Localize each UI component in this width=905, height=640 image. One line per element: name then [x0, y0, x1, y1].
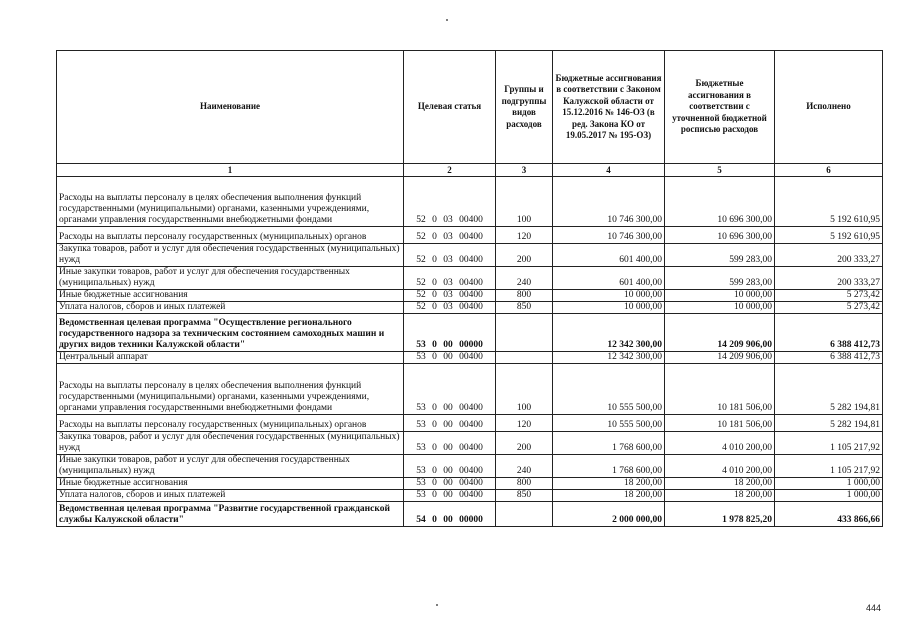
column-number: 6: [775, 164, 883, 177]
row-target-code: 52 0 03 00400: [404, 244, 496, 267]
table-row: [57, 267, 883, 290]
row-expense-group: 200: [496, 432, 553, 455]
row-target-code: 52 0 03 00400: [404, 290, 496, 302]
row-refined-allocation: 599 283,00: [665, 244, 775, 267]
row-name: Центральный аппарат: [57, 352, 404, 364]
row-expense-group: 120: [496, 227, 553, 244]
row-expense-group: [496, 314, 553, 352]
table-row: [57, 227, 883, 244]
row-executed: 5 282 194,81: [775, 415, 883, 432]
row-target-code: 53 0 00 00000: [404, 314, 496, 352]
row-executed: 5 273,42: [775, 302, 883, 314]
row-expense-group: [496, 502, 553, 527]
row-executed: 6 388 412,73: [775, 352, 883, 364]
row-executed: 200 333,27: [775, 267, 883, 290]
row-executed: 5 282 194,81: [775, 364, 883, 415]
row-refined-allocation: 18 200,00: [665, 490, 775, 502]
table-row: [57, 415, 883, 432]
row-executed: 433 866,66: [775, 502, 883, 527]
row-law-allocation: 12 342 300,00: [553, 352, 665, 364]
row-law-allocation: 2 000 000,00: [553, 502, 665, 527]
row-name: Иные закупки товаров, работ и услуг для обеспечения государственных (муниципальных) нужд: [57, 455, 404, 478]
row-target-code: 53 0 00 00400: [404, 432, 496, 455]
row-law-allocation: 10 000,00: [553, 290, 665, 302]
row-refined-allocation: 10 696 300,00: [665, 227, 775, 244]
column-number-row: [57, 164, 883, 177]
row-expense-group: 850: [496, 302, 553, 314]
row-refined-allocation: 10 181 506,00: [665, 364, 775, 415]
row-refined-allocation: 10 696 300,00: [665, 177, 775, 227]
row-expense-group: 800: [496, 478, 553, 490]
row-executed: 200 333,27: [775, 244, 883, 267]
row-refined-allocation: 10 181 506,00: [665, 415, 775, 432]
row-law-allocation: 1 768 600,00: [553, 432, 665, 455]
budget-table: [56, 50, 883, 527]
row-name: Расходы на выплаты персоналу государственных (муниципальных) органов: [57, 227, 404, 244]
row-expense-group: 800: [496, 290, 553, 302]
row-law-allocation: 601 400,00: [553, 267, 665, 290]
row-name: Закупка товаров, работ и услуг для обеспечения государственных (муниципальных) нужд: [57, 432, 404, 455]
header-group: Группы и подгруппы видов расходов: [496, 51, 553, 164]
table-row: [57, 177, 883, 227]
table-row: [57, 478, 883, 490]
header-refined-allocation: Бюджетные ассигнования в соответствии с уточненной бюджетной росписью расходов: [665, 51, 775, 164]
row-executed: 1 105 217,92: [775, 455, 883, 478]
table-row: [57, 352, 883, 364]
row-name: Расходы на выплаты персоналу государственных (муниципальных) органов: [57, 415, 404, 432]
row-name: Иные закупки товаров, работ и услуг для обеспечения государственных (муниципальных) нужд: [57, 267, 404, 290]
scan-speck-bottom: [436, 604, 438, 606]
row-target-code: 53 0 00 00400: [404, 415, 496, 432]
row-refined-allocation: 10 000,00: [665, 302, 775, 314]
row-target-code: 53 0 00 00400: [404, 455, 496, 478]
row-law-allocation: 18 200,00: [553, 490, 665, 502]
row-executed: 1 000,00: [775, 490, 883, 502]
row-name: Уплата налогов, сборов и иных платежей: [57, 490, 404, 502]
row-target-code: 53 0 00 00400: [404, 364, 496, 415]
page-number: 444: [865, 603, 881, 613]
row-target-code: 54 0 00 00000: [404, 502, 496, 527]
row-refined-allocation: 1 978 825,20: [665, 502, 775, 527]
row-expense-group: 100: [496, 177, 553, 227]
table-row: [57, 290, 883, 302]
row-executed: 5 192 610,95: [775, 177, 883, 227]
table-row: [57, 314, 883, 352]
row-name: Ведомственная целевая программа "Развитие государственной гражданской службы Калужской области": [57, 502, 404, 527]
row-law-allocation: 601 400,00: [553, 244, 665, 267]
row-target-code: 53 0 00 00400: [404, 352, 496, 364]
row-law-allocation: 10 746 300,00: [553, 177, 665, 227]
row-target-code: 53 0 00 00400: [404, 478, 496, 490]
row-law-allocation: 12 342 300,00: [553, 314, 665, 352]
column-number: 2: [404, 164, 496, 177]
scan-speck-top: [446, 19, 448, 21]
header-code: Целевая статья: [404, 51, 496, 164]
row-target-code: 52 0 03 00400: [404, 177, 496, 227]
row-executed: 1 000,00: [775, 478, 883, 490]
table-row: [57, 364, 883, 415]
row-executed: 5 192 610,95: [775, 227, 883, 244]
row-name: Расходы на выплаты персоналу в целях обеспечения выполнения функций государственными (муниципальными) органами, казенными учреждениями, органами управления государственными внебюджетными фондами: [57, 177, 404, 227]
table-row: [57, 302, 883, 314]
row-law-allocation: 10 000,00: [553, 302, 665, 314]
row-executed: 5 273,42: [775, 290, 883, 302]
table-row: [57, 432, 883, 455]
table-body: [57, 177, 883, 527]
row-expense-group: 120: [496, 415, 553, 432]
row-law-allocation: 10 555 500,00: [553, 364, 665, 415]
row-law-allocation: 10 746 300,00: [553, 227, 665, 244]
row-target-code: 52 0 03 00400: [404, 227, 496, 244]
row-name: Уплата налогов, сборов и иных платежей: [57, 302, 404, 314]
row-refined-allocation: 10 000,00: [665, 290, 775, 302]
row-name: Иные бюджетные ассигнования: [57, 290, 404, 302]
table-row: [57, 502, 883, 527]
row-name: Закупка товаров, работ и услуг для обеспечения государственных (муниципальных) нужд: [57, 244, 404, 267]
table-header-row: [57, 51, 883, 164]
row-expense-group: 240: [496, 455, 553, 478]
table-row: [57, 244, 883, 267]
row-target-code: 53 0 00 00400: [404, 490, 496, 502]
row-refined-allocation: 18 200,00: [665, 478, 775, 490]
row-name: Ведомственная целевая программа "Осуществление регионального государственного надзора за техническим состоянием самоходных машин и других видов техники Калужской области": [57, 314, 404, 352]
column-number: 5: [665, 164, 775, 177]
row-law-allocation: 1 768 600,00: [553, 455, 665, 478]
row-expense-group: 100: [496, 364, 553, 415]
row-expense-group: 240: [496, 267, 553, 290]
column-number: 4: [553, 164, 665, 177]
column-number: 3: [496, 164, 553, 177]
header-law-allocation: Бюджетные ассигнования в соответствии с Законом Калужской области от 15.12.2016 № 146-ОЗ (в ред. Закона КО от 19.05.2017 № 195-ОЗ): [553, 51, 665, 164]
row-refined-allocation: 4 010 200,00: [665, 455, 775, 478]
header-executed: Исполнено: [775, 51, 883, 164]
row-refined-allocation: 14 209 906,00: [665, 314, 775, 352]
row-executed: 6 388 412,73: [775, 314, 883, 352]
column-number: 1: [57, 164, 404, 177]
row-law-allocation: 10 555 500,00: [553, 415, 665, 432]
row-refined-allocation: 14 209 906,00: [665, 352, 775, 364]
row-expense-group: 200: [496, 244, 553, 267]
row-law-allocation: 18 200,00: [553, 478, 665, 490]
row-target-code: 52 0 03 00400: [404, 302, 496, 314]
row-expense-group: [496, 352, 553, 364]
header-name: Наименование: [57, 51, 404, 164]
row-name: Иные бюджетные ассигнования: [57, 478, 404, 490]
row-name: Расходы на выплаты персоналу в целях обеспечения выполнения функций государственными (муниципальными) органами, казенными учреждениями, органами управления государственными внебюджетными фондами: [57, 364, 404, 415]
row-refined-allocation: 4 010 200,00: [665, 432, 775, 455]
row-target-code: 52 0 03 00400: [404, 267, 496, 290]
row-refined-allocation: 599 283,00: [665, 267, 775, 290]
table-row: [57, 490, 883, 502]
row-executed: 1 105 217,92: [775, 432, 883, 455]
row-expense-group: 850: [496, 490, 553, 502]
table-row: [57, 455, 883, 478]
